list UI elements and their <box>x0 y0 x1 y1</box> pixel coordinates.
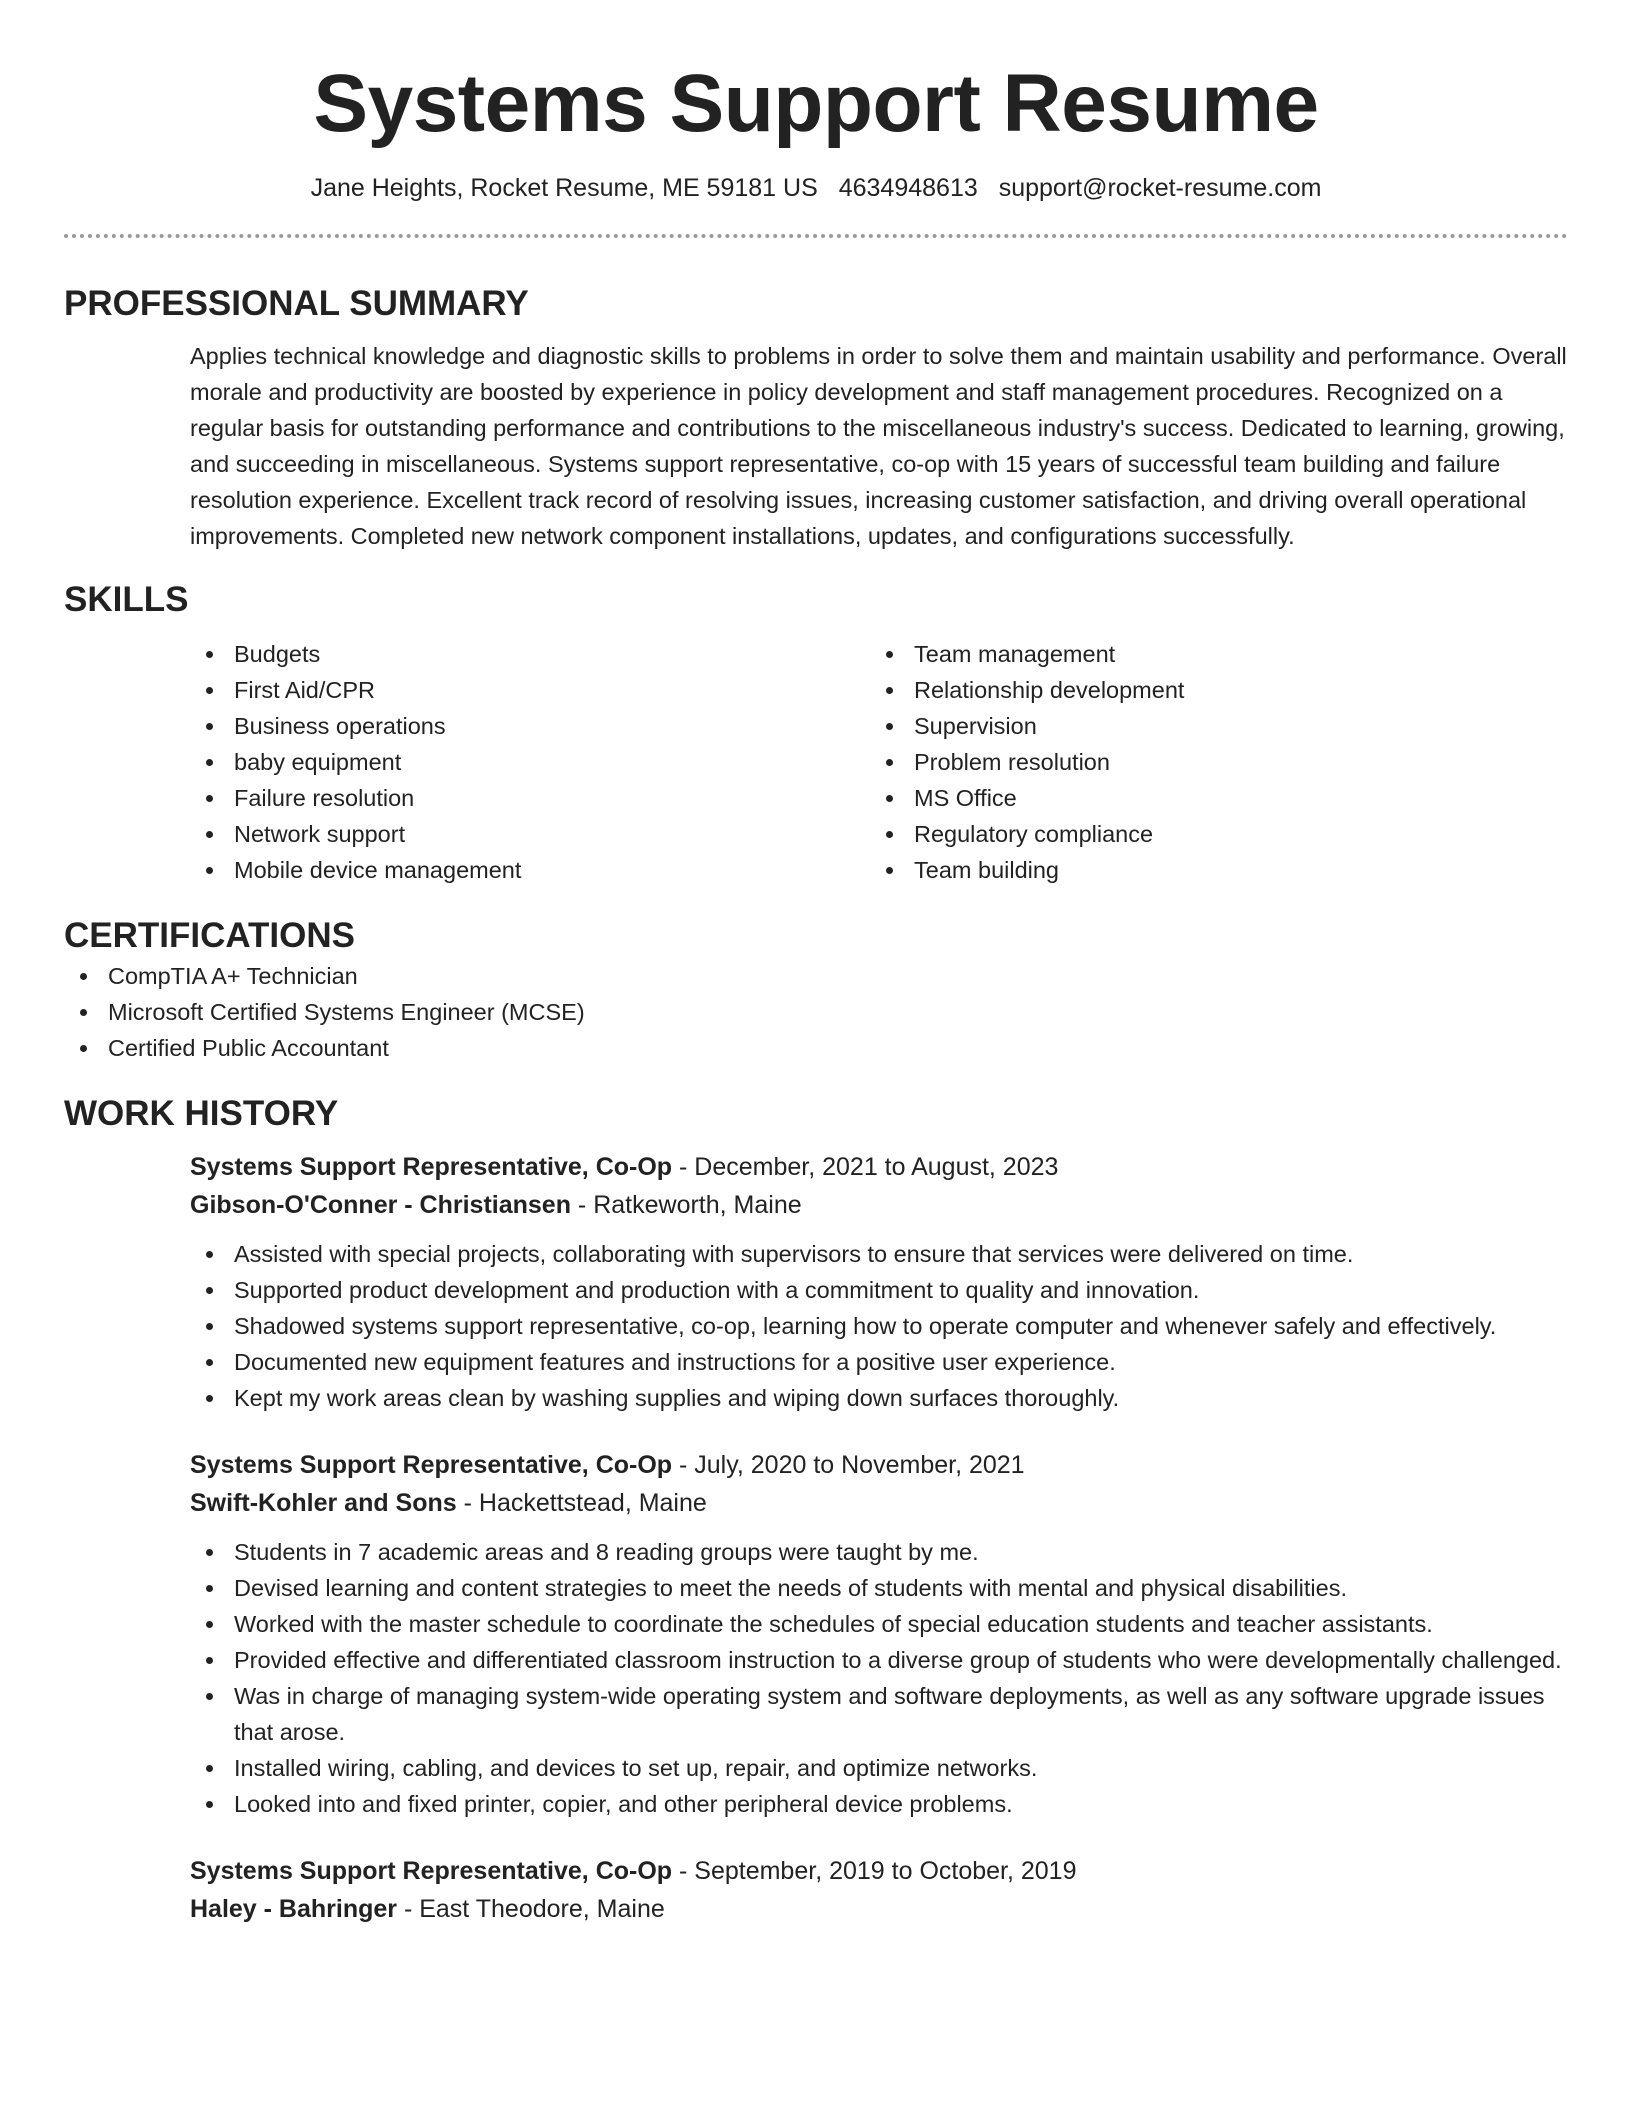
job-entry <box>190 1148 1568 1416</box>
job-location: - East Theodore, Maine <box>397 1895 665 1923</box>
job-company-line <box>190 1484 1568 1522</box>
resume-title: Systems Support Resume <box>313 58 1319 149</box>
contact-address: Jane Heights, Rocket Resume, ME 59181 US <box>310 174 818 202</box>
job-bullet: Installed wiring, cabling, and devices to set up, repair, and optimize networks. <box>190 1750 1568 1786</box>
job-bullet: Students in 7 academic areas and 8 reading groups were taught by me. <box>190 1534 1568 1570</box>
skill-item: Mobile device management <box>190 852 870 888</box>
job-bullet: Looked into and fixed printer, copier, and other peripheral device problems. <box>190 1786 1568 1822</box>
job-bullets <box>190 1534 1568 1822</box>
job-role-line <box>190 1446 1568 1484</box>
summary-text: Applies technical knowledge and diagnostic skills to problems in order to solve them and maintain usability and performance. Overall morale and productivity are boosted by experience in policy development and staff management procedures. Recognized on a regular basis for outstanding performance and contributions to the miscellaneous industry's success. Dedicated to learning, growing, and succeeding in miscellaneous. Systems support representative, co-op with 15 years of successful team building and failure resolution experience. Excellent track record of resolving issues, increasing customer satisfaction, and driving overall operational improvements. Completed new network component installations, updates, and configurations successfully. <box>190 343 1567 549</box>
job-bullet: Devised learning and content strategies to meet the needs of students with mental and physical disabilities. <box>190 1570 1568 1606</box>
job-company: Swift-Kohler and Sons <box>190 1489 457 1517</box>
job-entry <box>190 1446 1568 1822</box>
skill-item: Budgets <box>190 636 870 672</box>
job-company: Haley - Bahringer <box>190 1895 398 1923</box>
job-bullet: Supported product development and production with a commitment to quality and innovation. <box>190 1272 1568 1308</box>
skill-item: Problem resolution <box>870 744 1550 780</box>
header-divider <box>64 234 1568 238</box>
skill-item: First Aid/CPR <box>190 672 870 708</box>
certification-item: Certified Public Accountant <box>64 1030 1568 1066</box>
skill-item: Network support <box>190 816 870 852</box>
skill-item: Supervision <box>870 708 1550 744</box>
skills-list-left <box>190 636 870 888</box>
skill-item: Regulatory compliance <box>870 816 1550 852</box>
job-dates: - September, 2019 to October, 2019 <box>672 1857 1077 1885</box>
certification-item: Microsoft Certified Systems Engineer (MCSE) <box>64 994 1568 1030</box>
job-bullet: Kept my work areas clean by washing supplies and wiping down surfaces thoroughly. <box>190 1380 1568 1416</box>
certifications-list <box>64 958 1568 1066</box>
skills-list-right <box>870 636 1550 888</box>
job-entry <box>190 1852 1568 1928</box>
job-bullet: Shadowed systems support representative, co-op, learning how to operate computer and whenever safely and effectively. <box>190 1308 1568 1344</box>
job-company-line <box>190 1186 1568 1224</box>
skill-item: Relationship development <box>870 672 1550 708</box>
contact-line <box>64 172 1568 204</box>
skill-item: Team building <box>870 852 1550 888</box>
job-bullet: Assisted with special projects, collaborating with supervisors to ensure that services were delivered on time. <box>190 1236 1568 1272</box>
job-bullet: Provided effective and differentiated classroom instruction to a diverse group of students who were developmentally challenged. <box>190 1642 1568 1678</box>
contact-phone: 4634948613 <box>838 174 978 202</box>
job-role: Systems Support Representative, Co-Op <box>190 1451 673 1479</box>
skills-column-left <box>190 636 870 888</box>
job-dates: - December, 2021 to August, 2023 <box>672 1153 1059 1181</box>
summary-heading: PROFESSIONAL SUMMARY <box>64 284 529 323</box>
job-company-line <box>190 1890 1568 1928</box>
job-bullets <box>190 1236 1568 1416</box>
skills-grid <box>190 636 1568 888</box>
skill-item: Failure resolution <box>190 780 870 816</box>
skills-column-right <box>870 636 1550 888</box>
skills-heading: SKILLS <box>64 580 189 619</box>
job-location: - Ratkeworth, Maine <box>570 1191 802 1219</box>
skill-item: baby equipment <box>190 744 870 780</box>
work-history-heading: WORK HISTORY <box>64 1094 339 1133</box>
contact-email: support@rocket-resume.com <box>998 174 1322 202</box>
skill-item: MS Office <box>870 780 1550 816</box>
job-bullet: Worked with the master schedule to coordinate the schedules of special education students and teacher assistants. <box>190 1606 1568 1642</box>
job-role: Systems Support Representative, Co-Op <box>190 1857 673 1885</box>
skill-item: Business operations <box>190 708 870 744</box>
certification-item: CompTIA A+ Technician <box>64 958 1568 994</box>
job-role-line <box>190 1148 1568 1186</box>
job-location: - Hackettstead, Maine <box>456 1489 707 1517</box>
job-role: Systems Support Representative, Co-Op <box>190 1153 673 1181</box>
job-company: Gibson-O'Conner - Christiansen <box>190 1191 571 1219</box>
job-role-line <box>190 1852 1568 1890</box>
job-bullet: Documented new equipment features and instructions for a positive user experience. <box>190 1344 1568 1380</box>
resume-page <box>64 0 1568 1928</box>
job-bullet: Was in charge of managing system-wide operating system and software deployments, as well as any software upgrade issues that arose. <box>190 1678 1568 1750</box>
certifications-heading: CERTIFICATIONS <box>64 916 356 955</box>
job-dates: - July, 2020 to November, 2021 <box>672 1451 1025 1479</box>
skill-item: Team management <box>870 636 1550 672</box>
